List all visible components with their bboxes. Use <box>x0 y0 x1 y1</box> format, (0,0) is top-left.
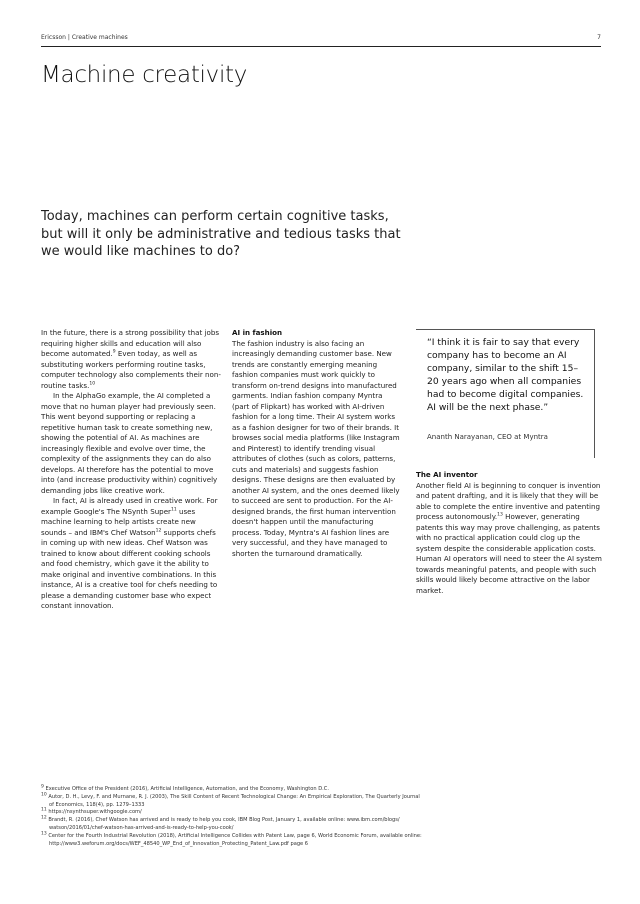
paragraph-text: However, generating patents this way may prove challenging, as patents with no practical application could clog up the system despite the considerable application costs. Human AI operators will need to steer the AI system towards meaningful patents, and people with such skills would likely become attractive on the labor market. <box>416 512 602 595</box>
footnote <box>41 786 606 794</box>
paragraph-text: Even today, as well as substituting workers performing routine tasks, computer technology also complements their non-routine tasks. <box>41 349 221 390</box>
footnote <box>41 833 606 849</box>
header-brand: Ericsson <box>41 34 66 41</box>
paragraph-2 <box>41 391 223 496</box>
footnotes <box>41 786 606 848</box>
intro-lead: Today, machines can perform certain cognitive tasks, but will it only be administrative and tedious tasks that we would like machines to do? <box>41 209 401 259</box>
footnote-link[interactable]: https://nsynthsuper.withgoogle.com/ <box>48 809 142 816</box>
footnote-text: Center for the Fourth Industrial Revolution (2018), Artificial Intelligence Collides with Patent Law, page 6, World Economic Forum, available online: <box>48 832 422 839</box>
paragraph-text: supports chefs in coming up with new ideas. Chef Watson was trained to know about different cooking schools and food chemistry, which gave it the ability to make original and inventive combinations. In this instance, AI is a creative tool for chefs needing to please a demanding customer base who expect constant innovation. <box>41 527 218 610</box>
paragraph-1 <box>41 328 223 391</box>
footnote-number: 11 <box>41 807 47 813</box>
section-heading-ai-inventor: The AI inventor <box>416 470 478 479</box>
footnote-text-continued: of Economics, 118(4), pp. 1279–1333 <box>49 801 145 808</box>
footnote-number: 12 <box>41 815 47 821</box>
paragraph-text: In the future, there is a strong possibility that jobs requiring higher skills and education will also become automated. <box>41 328 220 358</box>
footnote-number: 13 <box>41 831 47 837</box>
footnote-text: Executive Office of the President (2016), Artificial Intelligence, Automation, and the Economy, Washington D.C. <box>45 786 329 792</box>
paragraph-text: Another field AI is beginning to conquer is invention and patent drafting, and it is likely that they will be able to complete the entire inventive and patenting process autonomously. <box>416 480 601 521</box>
footnote-link[interactable]: watson/2016/01/chef-watson-has-arrived-and-is-ready-to-help-you-cook/ <box>49 824 234 831</box>
header-separator: | <box>67 34 70 41</box>
page-header <box>41 34 601 47</box>
footnote-link[interactable]: http://www3.weforum.org/docs/WEF_48540_WP_End_of_Innovation_Protecting_Patent_Law.pdf page 6 <box>49 840 309 847</box>
paragraph-text: In fact, AI is already used in creative work. For example Google's The NSynth Super <box>41 496 218 516</box>
column-3 <box>416 470 604 596</box>
footnote-number: 9 <box>41 784 44 790</box>
page-number: 7 <box>597 34 601 41</box>
pull-quote: “I think it is fair to say that every company has to become an AI company, similar to the shift 15–20 years ago when all companies had to become digital companies. AI will be the next phase.” <box>427 337 584 413</box>
paragraph-fashion: The fashion industry is also facing an increasingly demanding customer base. New trends are constantly emerging meaning fashion companies must work quickly to transform on-trend designs into manufactured garments. Indian fashion company Myntra (part of Flipkart) has worked with AI-driven fashion for a long time. Their AI system works as a fashion designer for two of their brands. It browses social media platforms (like Instagram and Pinterest) to identify trending visual attributes of clothes (such as colors, patterns, cuts and materials) and suggests fashion designs. These designs are then evaluated by another AI system, and the ones deemed likely to succeed are sent to production. For the AI-designed brands, the first human intervention doesn't happen until the manufacturing process. Today, Myntra's AI fashion lines are very successful, and they have managed to shorten the turnaround dramatically. <box>232 338 400 558</box>
header-breadcrumb <box>41 34 128 41</box>
header-section: Creative machines <box>71 34 128 41</box>
quote-author: Ananth Narayanan, CEO at Myntra <box>427 433 548 441</box>
section-heading-ai-fashion: AI in fashion <box>232 328 283 337</box>
column-2 <box>232 328 402 559</box>
footnote-text: Autor, D. H., Levy, F. and Murnane, R. J. (2003), The Skill Content of Recent Technological Change: An Empirical Exploration, The Quarterly Journal <box>48 793 420 800</box>
footnote-ref: 11 <box>170 507 177 513</box>
page-title: Machine creativity <box>41 62 248 88</box>
footnote <box>41 794 606 810</box>
footnote-ref: 9 <box>112 349 116 355</box>
column-1 <box>41 328 223 612</box>
paragraph-text: uses machine learning to help artists create new sounds – and IBM's Chef Watson <box>41 506 196 537</box>
footnote-ref: 13 <box>497 512 503 518</box>
footnote <box>41 817 606 833</box>
footnote-number: 10 <box>41 792 47 798</box>
footnote-text: Brandt, R. (2016), Chef Watson has arrived and is ready to help you cook, IBM Blog Post, January 1, available online: www.ibm.com/blogs/ <box>48 817 400 824</box>
paragraph-3 <box>41 496 223 612</box>
footnote-ref: 10 <box>89 381 96 387</box>
footnote-ref: 12 <box>155 528 162 534</box>
paragraph-inventor <box>416 481 604 597</box>
paragraph-text: In the AlphaGo example, the AI completed a move that no human player had previously seen. This went beyond supporting or replacing a repetitive human task to create something new, showing the potential of AI. As machines are increasingly flexible and evolve over time, the complexity of the assignments they can do also develops. AI therefore has the potential to move into (and increase productivity within) cognitively demanding jobs like creative work. <box>41 391 218 495</box>
